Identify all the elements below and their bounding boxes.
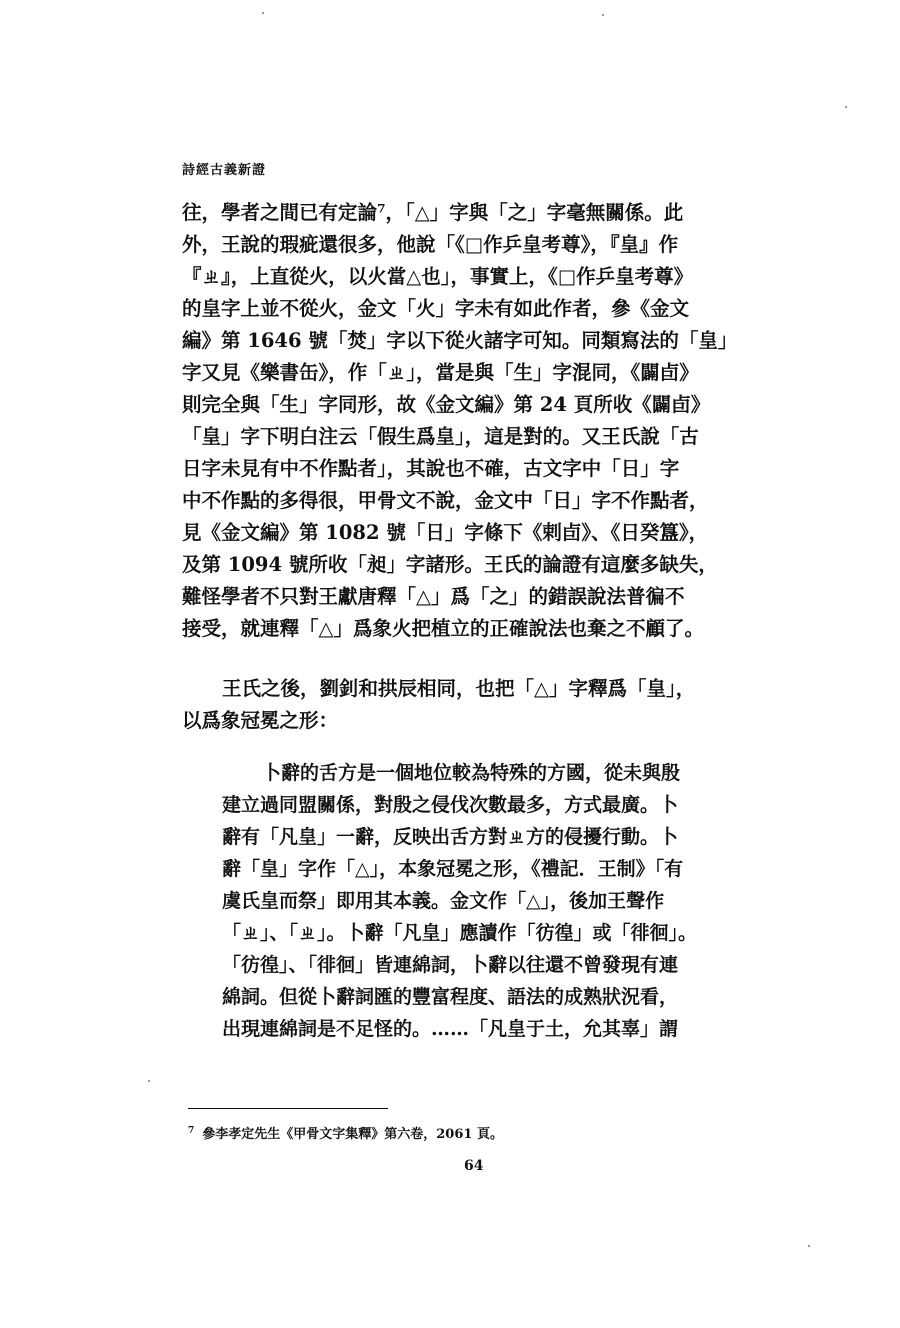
text-line: 「皇」字下明白注云「假生爲皇」，這是對的。又王氏說「古	[182, 425, 699, 448]
quote-line: 綿詞。但從卜辭詞匯的豐富程度、語法的成熟狀況看，	[222, 986, 679, 1008]
footnote	[188, 1123, 503, 1142]
footnote-marker: 7	[188, 1125, 195, 1136]
footnote-divider	[188, 1108, 388, 1109]
scan-speck	[808, 1245, 810, 1247]
text-line: 的皇字上並不從火，金文「火」字未有如此作者，參《金文	[182, 297, 690, 320]
page-number: 64	[464, 1158, 484, 1174]
text-line: 『ㄓ』，上直從火，以火當△也」，事實上，《□作乒皇考尊》	[182, 265, 694, 288]
text-line: 日字未見有中不作點者」，其說也不確，古文字中「日」字	[182, 457, 680, 480]
quote-line: 辭「皇」字作「△」，本象冠冕之形，《禮記．王制》「有	[222, 858, 684, 880]
text-line: 及第 1094 號所收「昶」字諸形。王氏的論證有這麼多缺失，	[182, 553, 718, 576]
text-line: 則完全與「生」字同形，故《金文編》第 24 頁所收《闢卣》	[182, 393, 711, 416]
text-line: 字又見《樂書缶》，作「ㄓ」，當是與「生」字混同，《闢卣》	[182, 361, 699, 384]
quote-line: 出現連綿詞是不足怪的。……「凡皇于土，允其辜」謂	[222, 1018, 679, 1040]
quote-line: 辭有「凡皇」一辭，反映出舌方對ㄓ方的侵擾行動。卜	[222, 826, 679, 848]
body-paragraph-2	[182, 673, 772, 737]
scan-speck	[148, 1080, 150, 1082]
block-quote	[222, 757, 772, 1045]
text-line: 中不作點的多得很，甲骨文不說，金文中「日」字不作點者，	[182, 489, 709, 512]
footnote-text: 參李孝定先生《甲骨文字集釋》第六卷，2061 頁。	[202, 1127, 503, 1142]
scan-speck	[602, 14, 604, 16]
text-line: 見《金文編》第 1082 號「日」字條下《剌卣》、《日癸簋》，	[182, 521, 709, 544]
text-line: 以爲象冠冕之形：	[182, 709, 339, 732]
text-line: 接受，就連釋「△」爲象火把植立的正確說法也棄之不顧了。	[182, 617, 704, 640]
text-line: 難怪學者不只對王獻唐釋「△」爲「之」的錯誤說法普徧不	[182, 585, 685, 608]
text-line: 編》第 1646 號「焚」字以下從火諸字可知。同類寫法的「皇」	[182, 329, 738, 352]
text-line: 外，王說的瑕疵還很多，他說「《□作乒皇考尊》，『皇』作	[182, 233, 679, 256]
scan-speck	[845, 106, 847, 108]
body-paragraph-1	[182, 197, 772, 645]
quote-line: 「ㄓ」、「ㄓ」。卜辭「凡皇」應讀作「彷徨」或「徘徊」。	[222, 922, 698, 944]
quote-line: 虞氏皇而祭」即用其本義。金文作「△」，後加王聲作	[222, 890, 665, 912]
text-line: 往，學者之間已有定論⁷，「△」字與「之」字毫無關係。此	[182, 201, 684, 224]
running-header: 詩經古義新證	[182, 163, 267, 178]
quote-line: 「彷徨」、「徘徊」皆連綿詞，卜辭以往還不曾發現有連	[222, 954, 679, 976]
quote-line: 建立過同盟關係，對殷之侵伐次數最多，方式最廣。卜	[222, 794, 679, 816]
quote-line: 卜辭的舌方是一個地位較為特殊的方國，從未與殷	[262, 762, 681, 784]
scan-speck	[262, 12, 264, 14]
text-line: 王氏之後，劉釗和拱辰相同，也把「△」字釋爲「皇」，	[222, 677, 696, 700]
